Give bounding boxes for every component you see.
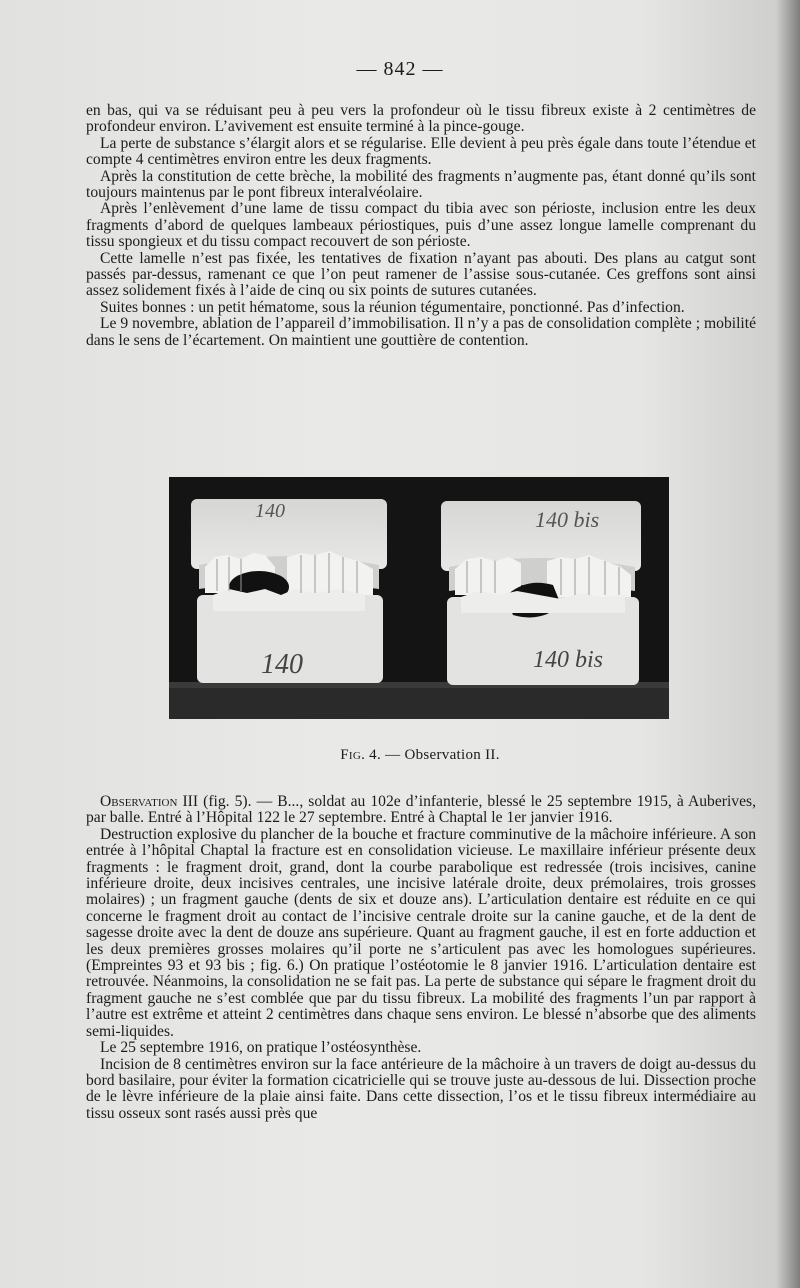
right-cast-base-label: 140 bis	[533, 647, 604, 673]
paragraph: Après la constitution de cette brèche, la mobilité des fragments n’augmente pas, étant donné qu’ils sont toujours maintenus par le pont fibreux interalvéolaire.	[86, 167, 756, 202]
caption-text: — Observation II.	[385, 747, 500, 763]
paragraph: Après l’enlèvement d’une lame de tissu compact du tibia avec son périoste, inclusion entre les deux fragments d’abord de quelques lambeaux périostiques, puis d’une assez longue lamelle comprenant du tissu spongieux et du tissu compact recouvert de son périoste.	[86, 200, 756, 251]
page-number: — 842 —	[356, 58, 444, 80]
right-dental-cast	[441, 501, 641, 685]
observation-intro-text: — B..., soldat au 102e d’infanterie, blessé le 25 septembre 1915, à Auberives, par balle. Entré à l’Hôpital 122 le 27 septembre. Entré à Chaptal le 1er janvier 1916.	[86, 793, 756, 827]
left-cast-base-label: 140	[261, 649, 303, 680]
paragraph: Le 25 septembre 1916, on pratique l’ostéosynthèse.	[100, 1039, 422, 1057]
paragraph: Destruction explosive du plancher de la bouche et fracture comminutive de la mâchoire inférieure. A son entrée à l’hôpital Chaptal la fracture est en consolidation vicieuse. Le maxillaire inférieur présente deux fragments : le fragment droit, grand, dont la courbe parabolique est redressée (trois incisives, canine inférieure droite, deux incisives centrales, une incisive latérale droite, deux prémolaires, trois grosses molaires) ; un fragment gauche (dents de six et douze ans). L’articulation dentaire est réduite en ce qui concerne le fragment droit au contact de l’incisive centrale droite sur la canine gauche, et de la dent de sagesse droite avec la dent de douze ans supérieure. Quant au fragment gauche, il est en forte adduction et les deux premières grosses molaires qu’il porte ne s’articulent pas avec les homologues supérieures. (Empreintes 93 et 93 bis ; fig. 6.) On pratique l’ostéotomie le 8 janvier 1916. L’articulation dentaire est retrouvée. Néanmoins, la consolidation ne se fait pas. La perte de substance qui sépare le fragment droit du fragment gauche ne s’est comblée que par du tissu fibreux. La mobilité des fragments l’un par rapport à l’autre est extrême et atteint 2 centimètres dans chaque sens environ. Le blessé n’absorbe que des aliments semi-liquides.	[86, 825, 756, 1040]
paragraph: Cette lamelle n’est pas fixée, les tentatives de fixation n’ayant pas abouti. Des plans au catgut sont passés par-dessus, ramenant ce que l’on peut ramener de l’assise sous-cutanée. Ces greffons sont ainsi assez solidement fixés à l’aide de cinq ou six points de sutures cutanées.	[86, 249, 756, 300]
figure-caption	[0, 747, 800, 764]
right-cast-top-label: 140 bis	[535, 507, 600, 532]
figure-photograph	[169, 477, 669, 719]
left-dental-cast	[191, 499, 387, 683]
paragraph: Suites bonnes : un petit hématome, sous la réunion tégumentaire, ponctionné. Pas d’infection.	[100, 298, 685, 316]
observation-number: III (fig. 5).	[182, 793, 252, 810]
caption-label: Fig. 4.	[340, 747, 382, 763]
left-cast-top-label: 140	[255, 500, 285, 522]
paragraph: Incision de 8 centimètres environ sur la face antérieure de la mâchoire à un travers de doigt au-dessus du bord basilaire, pour éviter la formation cicatricielle qui se trouve juste au-dessous de lui. Dissection proche de le lèvre inférieure de la plaie ainsi faite. Dans cette dissection, l’os et le tissu fibreux intermédiaire au tissu osseux sont rasés aussi près que	[86, 1055, 756, 1122]
paragraph: en bas, qui va se réduisant peu à peu vers la profondeur où le tissu fibreux existe à 2 centimètres de profondeur environ. L’avivement est ensuite terminé à la pince-gouge.	[86, 102, 756, 136]
observation-heading: Observation	[100, 793, 178, 810]
top-text-block	[86, 103, 756, 349]
bottom-text-block	[86, 794, 756, 1122]
dental-casts-photo	[169, 477, 669, 719]
paragraph: Le 9 novembre, ablation de l’appareil d’immobilisation. Il n’y a pas de consolidation complète ; mobilité dans le sens de l’écartement. On maintient une gouttière de contention.	[86, 315, 756, 349]
paragraph: La perte de substance s’élargit alors et se régularise. Elle devient à peu près égale dans toute l’étendue et compte 4 centimètres environ entre les deux fragments.	[86, 134, 756, 169]
observation-intro	[86, 794, 756, 827]
